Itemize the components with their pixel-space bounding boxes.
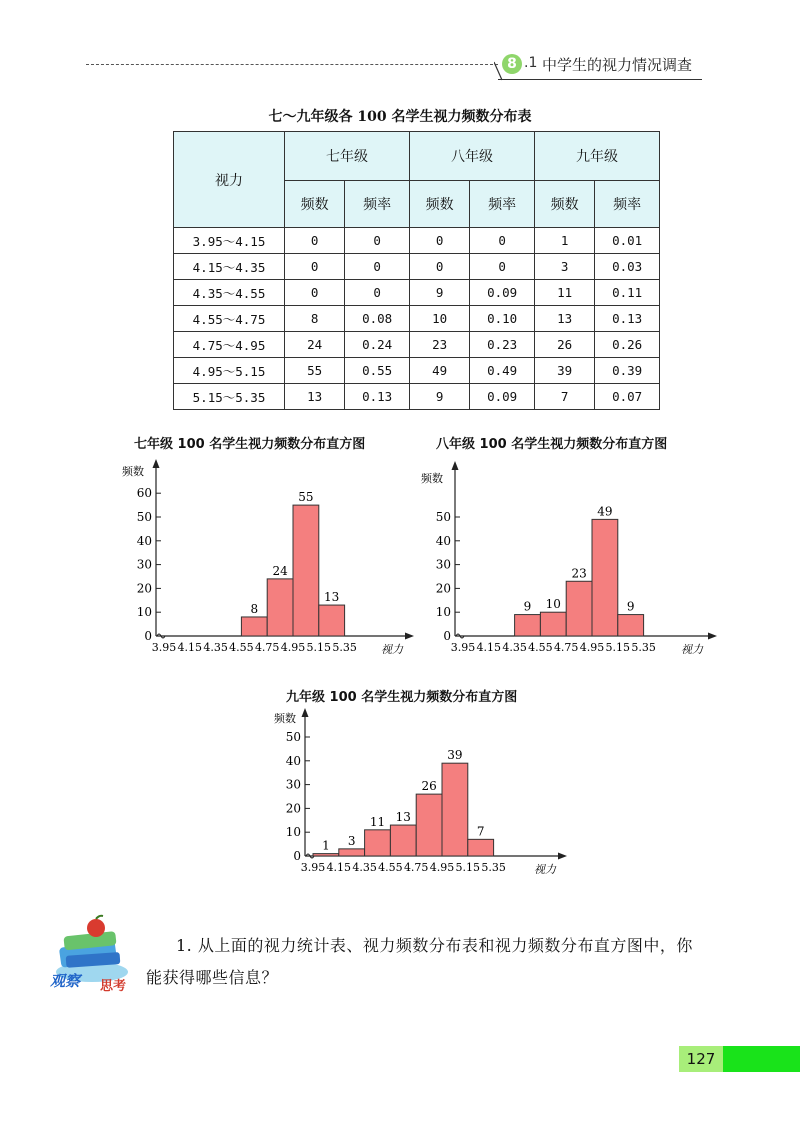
- y-tick-label: 50: [285, 730, 301, 744]
- x-tick-label: 4.75: [553, 641, 579, 654]
- bar-value-label: 24: [272, 563, 288, 578]
- rate-cell: 0.11: [595, 280, 660, 306]
- page-number: 127: [679, 1046, 723, 1072]
- count-cell: 26: [534, 332, 594, 358]
- count-cell: 0: [409, 228, 469, 254]
- bar-value-label: 3: [347, 833, 356, 848]
- x-axis-label: 视力: [534, 863, 556, 876]
- y-tick-label: 20: [435, 581, 451, 596]
- count-cell: 9: [409, 384, 469, 410]
- y-tick-label: 20: [136, 581, 152, 596]
- y-tick-label: 20: [285, 801, 301, 816]
- count-cell: 13: [285, 384, 345, 410]
- sub-header-rate: 频率: [345, 181, 410, 228]
- x-tick-label: 5.35: [631, 641, 656, 654]
- sub-header-count: 频数: [285, 181, 345, 228]
- x-axis-arrow: [558, 853, 567, 860]
- count-cell: 0: [285, 254, 345, 280]
- rate-cell: 0.13: [595, 306, 660, 332]
- x-tick-label: 5.35: [481, 861, 506, 874]
- x-tick-label: 4.55: [378, 861, 403, 874]
- x-tick-label: 4.15: [476, 641, 502, 654]
- count-cell: 24: [285, 332, 345, 358]
- x-tick-label: 4.15: [177, 641, 203, 654]
- x-tick-label: 5.15: [306, 641, 332, 654]
- x-axis-label: 视力: [381, 643, 403, 656]
- bar-value-label: 1: [322, 838, 330, 853]
- rate-cell: 0.13: [345, 384, 410, 410]
- section-title: 中学生的视力情况调查: [542, 56, 693, 74]
- rate-cell: 0: [470, 254, 535, 280]
- question-text: 1. 从上面的视力统计表、视力频数分布表和视力频数分布直方图中，你能获得哪些信息？: [146, 936, 693, 987]
- sub-header-count: 频数: [534, 181, 594, 228]
- bar-value-label: 10: [545, 597, 561, 612]
- section-number-badge: 8: [502, 54, 522, 74]
- range-cell: 4.15～4.35: [174, 254, 285, 280]
- think-label-observe: 观察: [50, 972, 81, 990]
- grade-header-9: 九年级: [534, 132, 659, 181]
- table-title: 七～九年级各 100 名学生视力频数分布表: [268, 109, 532, 125]
- rate-cell: 0.07: [595, 384, 660, 410]
- histogram-bar: [313, 854, 339, 856]
- rate-cell: 0.10: [470, 306, 535, 332]
- bar-value-label: 8: [250, 601, 259, 616]
- x-tick-label: 3.95: [300, 861, 326, 874]
- rate-cell: 0: [345, 228, 410, 254]
- count-cell: 13: [534, 306, 594, 332]
- histogram-bar: [468, 839, 494, 856]
- x-tick-label: 4.95: [280, 641, 306, 654]
- y-axis-label: 频数: [274, 712, 296, 725]
- histogram-bar: [365, 830, 391, 856]
- y-tick-label: 10: [136, 605, 152, 620]
- y-axis-label: 频数: [421, 472, 443, 485]
- bar-value-label: 9: [626, 599, 635, 614]
- count-cell: 49: [409, 358, 469, 384]
- count-cell: 0: [409, 254, 469, 280]
- bar-value-label: 9: [523, 599, 532, 614]
- sub-header-rate: 频率: [470, 181, 535, 228]
- rate-cell: 0: [470, 228, 535, 254]
- x-tick-label: 4.35: [203, 641, 228, 654]
- rate-cell: 0.09: [470, 280, 535, 306]
- y-tick-label: 30: [285, 777, 301, 792]
- y-tick-label: 60: [136, 486, 152, 501]
- range-cell: 5.15～5.35: [174, 384, 285, 410]
- y-tick-label: 50: [435, 510, 451, 524]
- page-number-bar: [723, 1046, 800, 1072]
- range-cell: 4.35～4.55: [174, 280, 285, 306]
- rate-cell: 0.01: [595, 228, 660, 254]
- y-tick-label: 30: [435, 557, 451, 572]
- count-cell: 3: [534, 254, 594, 280]
- y-tick-label: 30: [136, 557, 152, 572]
- y-tick-label: 0: [293, 849, 301, 863]
- grade-header-8: 八年级: [409, 132, 534, 181]
- y-tick-label: 10: [285, 825, 301, 840]
- y-tick-label: 0: [443, 629, 451, 643]
- y-axis-arrow: [302, 708, 309, 717]
- rate-cell: 0.09: [470, 384, 535, 410]
- count-cell: 39: [534, 358, 594, 384]
- count-cell: 11: [534, 280, 594, 306]
- bar-value-label: 13: [324, 590, 340, 605]
- x-tick-label: 5.15: [455, 861, 481, 874]
- bar-value-label: 13: [395, 810, 411, 825]
- row-header-vision: 视力: [174, 132, 285, 228]
- think-label-think: 思考: [100, 979, 127, 994]
- count-cell: 1: [534, 228, 594, 254]
- sub-header-count: 频数: [409, 181, 469, 228]
- x-tick-label: 5.35: [332, 641, 357, 654]
- x-tick-label: 5.15: [605, 641, 631, 654]
- sub-header-rate: 频率: [595, 181, 660, 228]
- bar-value-label: 11: [369, 814, 386, 829]
- bar-value-label: 39: [447, 748, 463, 763]
- count-cell: 23: [409, 332, 469, 358]
- y-axis-label: 频数: [122, 465, 144, 478]
- y-tick-label: 50: [136, 510, 152, 524]
- y-tick-label: 0: [144, 629, 152, 643]
- x-tick-label: 4.35: [352, 861, 377, 874]
- book-apple-icon: [48, 914, 138, 994]
- bar-value-label: 7: [476, 824, 485, 839]
- rate-cell: 0.55: [345, 358, 410, 384]
- rate-cell: 0: [345, 254, 410, 280]
- rate-cell: 0.26: [595, 332, 660, 358]
- chart-title-grade7: 七年级 100 名学生视力频数分布直方图: [134, 437, 366, 452]
- y-tick-label: 40: [285, 753, 301, 768]
- bar-value-label: 23: [571, 566, 587, 581]
- count-cell: 0: [285, 280, 345, 306]
- count-cell: 8: [285, 306, 345, 332]
- range-cell: 4.55～4.75: [174, 306, 285, 332]
- bar-value-label: 49: [597, 504, 613, 519]
- histogram-bar: [416, 794, 442, 856]
- x-tick-label: 4.75: [254, 641, 280, 654]
- bar-value-label: 26: [421, 779, 437, 794]
- chart-title-grade8: 八年级 100 名学生视力频数分布直方图: [436, 437, 668, 452]
- y-tick-label: 40: [435, 533, 451, 548]
- x-tick-label: 4.15: [326, 861, 352, 874]
- x-tick-label: 4.35: [502, 641, 527, 654]
- histogram-bar: [390, 825, 416, 856]
- chart-title-grade9: 九年级 100 名学生视力频数分布直方图: [286, 690, 518, 705]
- x-tick-label: 3.95: [151, 641, 177, 654]
- rate-cell: 0.03: [595, 254, 660, 280]
- histogram-bar: [339, 849, 365, 856]
- rate-cell: 0.24: [345, 332, 410, 358]
- rate-cell: 0.49: [470, 358, 535, 384]
- rate-cell: 0.23: [470, 332, 535, 358]
- x-tick-label: 4.95: [579, 641, 605, 654]
- range-cell: 3.95～4.15: [174, 228, 285, 254]
- y-tick-label: 10: [435, 605, 451, 620]
- count-cell: 10: [409, 306, 469, 332]
- range-cell: 4.95～5.15: [174, 358, 285, 384]
- x-axis-label: 视力: [681, 643, 703, 656]
- rate-cell: 0: [345, 280, 410, 306]
- x-tick-label: 4.55: [229, 641, 254, 654]
- grade-header-7: 七年级: [285, 132, 410, 181]
- x-tick-label: 3.95: [450, 641, 476, 654]
- range-cell: 4.75～4.95: [174, 332, 285, 358]
- x-tick-label: 4.55: [528, 641, 553, 654]
- x-tick-label: 4.95: [429, 861, 455, 874]
- count-cell: 55: [285, 358, 345, 384]
- rate-cell: 0.39: [595, 358, 660, 384]
- count-cell: 7: [534, 384, 594, 410]
- count-cell: 9: [409, 280, 469, 306]
- histogram-bar: [442, 763, 468, 856]
- y-tick-label: 40: [136, 533, 152, 548]
- count-cell: 0: [285, 228, 345, 254]
- rate-cell: 0.08: [345, 306, 410, 332]
- section-sub-number: .1: [524, 55, 538, 71]
- x-tick-label: 4.75: [403, 861, 429, 874]
- bar-value-label: 55: [298, 490, 314, 505]
